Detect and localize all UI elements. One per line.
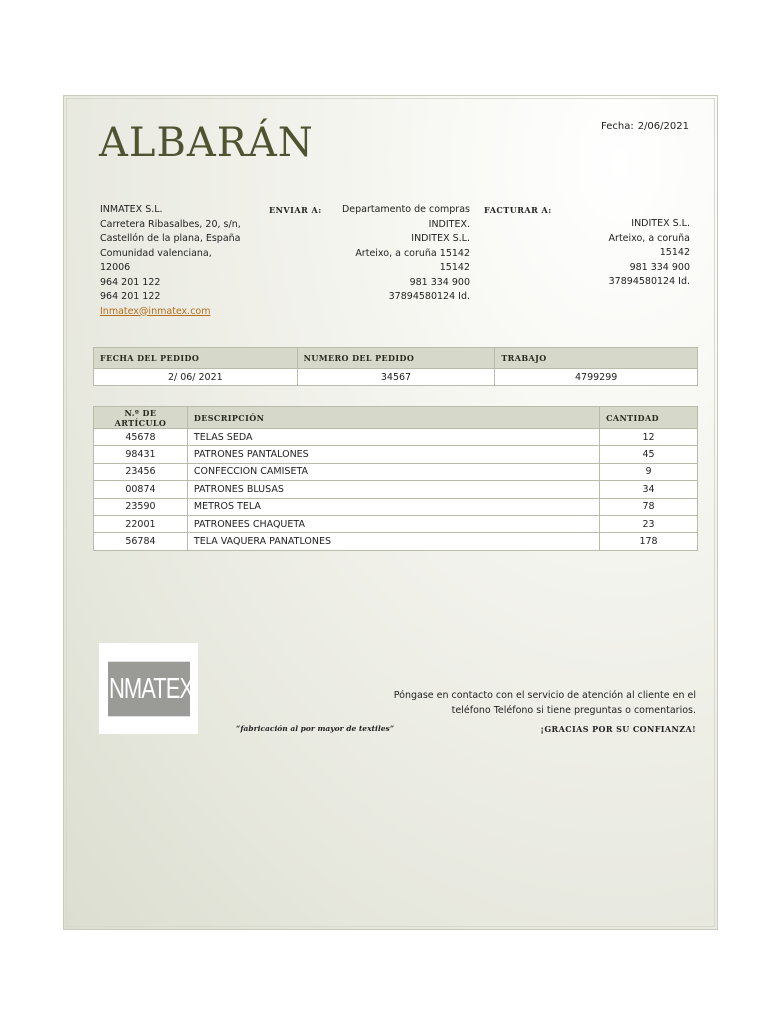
description-header: DESCRIPCIÓN: [187, 407, 599, 429]
order-number-cell: 34567: [297, 369, 495, 386]
seller-line: Carretera Ribasalbes, 20, s/n,: [100, 218, 241, 230]
bill-to-label: FACTURAR A:: [484, 205, 552, 215]
bill-to-line: Arteixo, a coruña: [608, 232, 690, 244]
ship-to-address: [320, 203, 470, 305]
bill-to-line: 15142: [659, 247, 690, 258]
ship-to-line: 15142: [439, 262, 470, 273]
description-cell: TELAS SEDA: [187, 429, 599, 446]
order-number-header: NUMERO DEL PEDIDO: [297, 348, 495, 369]
seller-line: Castellón de la plana, España: [100, 233, 241, 244]
quantity-header: CANTIDAD: [600, 407, 698, 429]
description-cell: TELA VAQUERA PANATLONES: [187, 533, 599, 550]
order-date-cell: 2/ 06/ 2021: [94, 369, 298, 386]
ship-to-line: INDITEX.: [428, 218, 470, 230]
bill-to-line: INDITEX S.L.: [631, 218, 690, 229]
contact-line: Póngase en contacto con el servicio de atención al cliente en el: [393, 690, 696, 701]
contact-note: [390, 688, 696, 718]
order-date-header: FECHA DEL PEDIDO: [94, 348, 298, 369]
order-data-row: [94, 369, 698, 386]
description-cell: CONFECCION CAMISETA: [187, 463, 599, 480]
document-title: ALBARÁN: [99, 120, 314, 166]
table-row: [94, 481, 698, 498]
contact-line: teléfono Teléfono si tiene preguntas o comentarios.: [451, 705, 696, 716]
seller-line: 12006: [100, 262, 131, 273]
items-header-row: [94, 407, 698, 429]
ship-to-line: INDITEX S.L.: [411, 233, 470, 244]
seller-line: INMATEX S.L.: [100, 204, 163, 215]
seller-address: [100, 203, 241, 319]
bill-to-address: [530, 217, 690, 290]
order-info-table: [93, 347, 698, 386]
seller-line: 964 201 122: [100, 291, 161, 302]
article-number-cell: 23456: [94, 463, 188, 480]
article-number-cell: 98431: [94, 446, 188, 463]
seller-email-link[interactable]: Inmatex@inmatex.com: [100, 305, 211, 317]
quantity-cell: 12: [600, 429, 698, 446]
table-row: [94, 429, 698, 446]
description-cell: METROS TELA: [187, 498, 599, 515]
description-cell: PATRONES PANTALONES: [187, 446, 599, 463]
order-header-row: [94, 348, 698, 369]
article-number-cell: 22001: [94, 515, 188, 532]
table-row: [94, 463, 698, 480]
article-number-cell: 45678: [94, 429, 188, 446]
quantity-cell: 45: [600, 446, 698, 463]
bill-to-line: 981 334 900: [629, 261, 690, 273]
ship-to-line: Arteixo, a coruña 15142: [355, 247, 470, 259]
article-number-cell: 56784: [94, 533, 188, 550]
ship-to-line: 981 334 900: [409, 276, 470, 288]
items-table: [93, 406, 698, 551]
table-row: [94, 515, 698, 532]
company-tagline: “fabricación al por mayor de textiles”: [236, 724, 395, 733]
table-row: [94, 498, 698, 515]
company-logo: [99, 643, 198, 734]
description-cell: PATRONEES CHAQUETA: [187, 515, 599, 532]
date-label: Fecha:: [601, 121, 634, 132]
quantity-cell: 78: [600, 498, 698, 515]
quantity-cell: 178: [600, 533, 698, 550]
company-logo-mark: INMATEX: [108, 661, 190, 716]
job-cell: 4799299: [495, 369, 698, 386]
job-header: TRABAJO: [495, 348, 698, 369]
quantity-cell: 23: [600, 515, 698, 532]
date-block: [601, 121, 693, 132]
quantity-cell: 9: [600, 463, 698, 480]
date-value: 2/06/2021: [637, 121, 689, 132]
table-row: [94, 446, 698, 463]
quantity-cell: 34: [600, 481, 698, 498]
ship-to-line: Departamento de compras: [341, 204, 470, 215]
seller-line: 964 201 122: [100, 276, 161, 288]
article-number-cell: 23590: [94, 498, 188, 515]
bill-to-line: 37894580124 Id.: [608, 276, 690, 287]
table-row: [94, 533, 698, 550]
seller-line: Comunidad valenciana,: [100, 247, 212, 259]
thanks-message: ¡GRACIAS POR SU CONFIANZA!: [540, 724, 696, 734]
ship-to-line: 37894580124 Id.: [388, 291, 470, 302]
article-number-header: N.º DE ARTÍCULO: [94, 407, 188, 429]
description-cell: PATRONES BLUSAS: [187, 481, 599, 498]
ship-to-label: ENVIAR A:: [269, 205, 322, 215]
article-number-cell: 00874: [94, 481, 188, 498]
